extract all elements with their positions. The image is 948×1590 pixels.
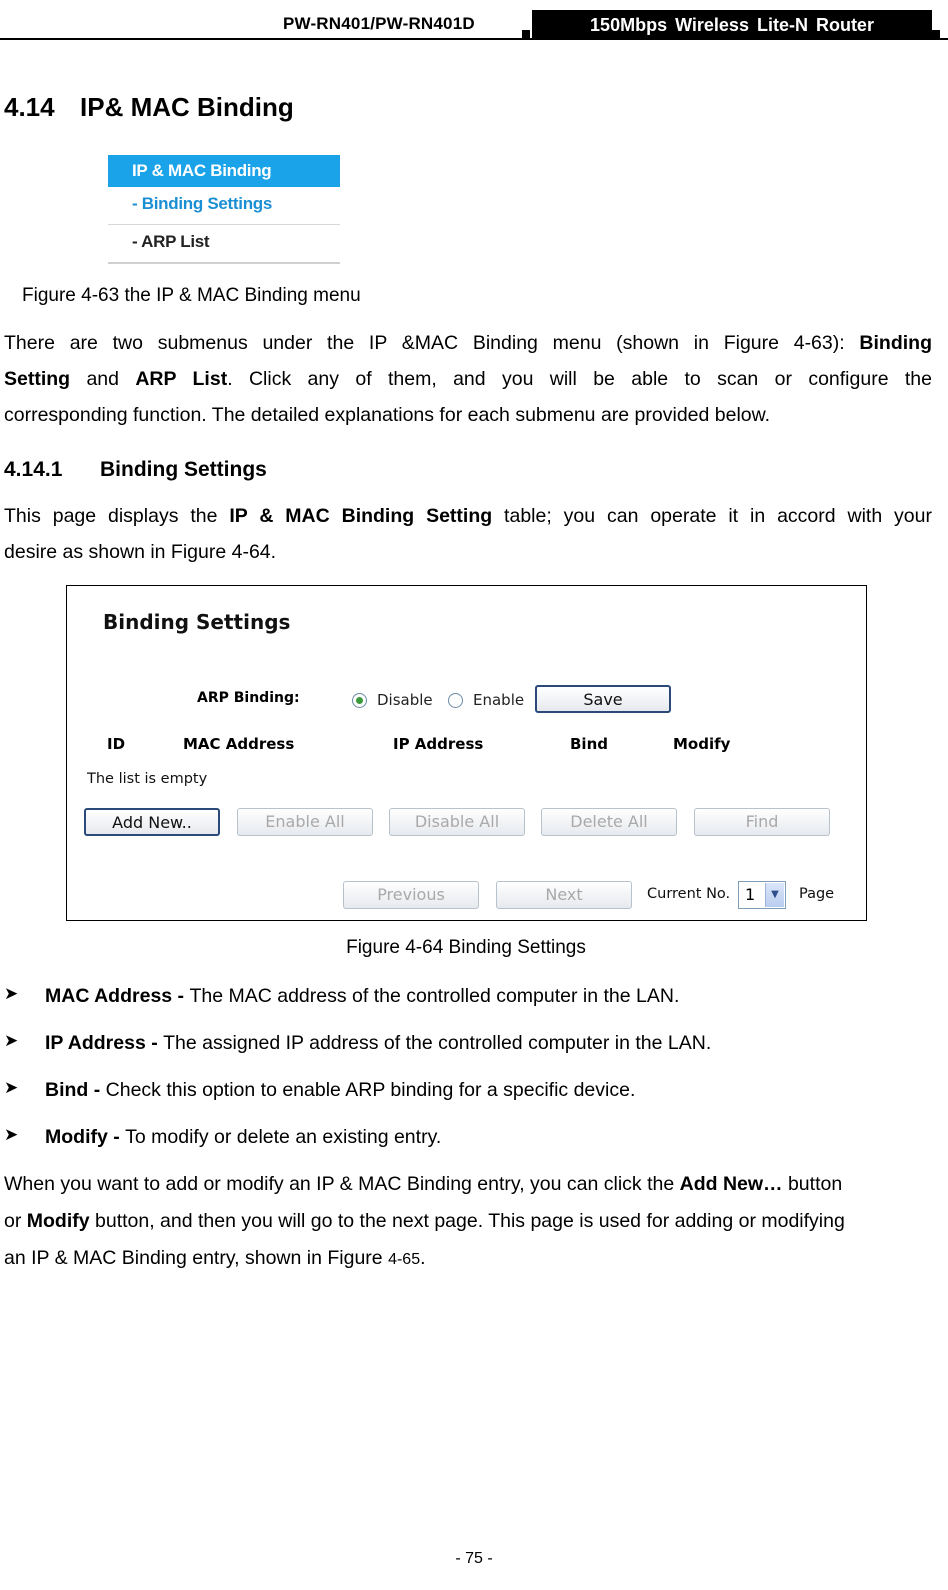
column-id: ID [107, 735, 126, 753]
closing-line-2 [4, 1203, 932, 1239]
current-page-select[interactable] [738, 881, 786, 909]
menu-head[interactable]: IP & MAC Binding [108, 155, 340, 187]
arrow-bullet-icon: ➤ [4, 984, 19, 1003]
intro-line-3: corresponding function. The detailed explanations for each submenu are provided below. [4, 404, 771, 426]
closing-bold-2: Modify [26, 1210, 90, 1232]
next-button[interactable]: Next [496, 881, 632, 909]
menu-item-binding-settings[interactable]: - Binding Settings [108, 187, 340, 225]
section-heading [4, 92, 294, 123]
header-rule-tick-left [522, 30, 530, 40]
disable-label: Disable [377, 691, 433, 709]
current-no-label: Current No. [647, 886, 731, 902]
closing-text-4: button, and then you will go to the next page. This page is used for adding or modifying [89, 1210, 845, 1232]
chevron-down-icon[interactable]: ▼ [765, 883, 784, 907]
column-bind: Bind [570, 735, 608, 753]
disable-all-button[interactable]: Disable All [389, 808, 525, 836]
intro-line-2 [4, 361, 932, 397]
ip-mac-binding-menu [108, 155, 340, 264]
desc-text-2: table; you can operate it in accord with your [492, 505, 932, 527]
bullet-term: Bind - [45, 1079, 106, 1101]
header-rule-tick-right [932, 30, 940, 40]
page-label: Page [799, 886, 835, 902]
figure-caption-64: Figure 4-64 Binding Settings [346, 937, 586, 958]
bullet-text: The assigned IP address of the controlled computer in the LAN. [163, 1032, 712, 1054]
intro-text-1: There are two submenus under the IP &MAC Binding menu (shown in Figure 4-63): [4, 332, 860, 354]
closing-text-3: or [4, 1210, 27, 1232]
arp-binding-label: ARP Binding: [197, 690, 300, 706]
column-modify: Modify [673, 735, 731, 753]
binding-settings-screenshot [66, 585, 867, 921]
desc-text-1: This page displays the [4, 505, 230, 527]
closing-text-1: When you want to add or modify an IP & MAC Binding entry, you can click the [4, 1173, 680, 1195]
arrow-bullet-icon: ➤ [4, 1078, 19, 1097]
arrow-bullet-icon: ➤ [4, 1125, 19, 1144]
section-title: IP& MAC Binding [80, 92, 294, 122]
arrow-bullet-icon: ➤ [4, 1031, 19, 1050]
subsection-number: 4.14.1 [4, 458, 63, 481]
closing-text-5: an IP & MAC Binding entry, shown in Figure [4, 1247, 389, 1269]
column-mac-address: MAC Address [183, 735, 295, 753]
current-page-value: 1 [745, 885, 756, 904]
screen-title: Binding Settings [103, 610, 291, 634]
figure-reference: 4-65 [388, 1251, 421, 1268]
closing-text-2: button [782, 1173, 843, 1195]
intro-bold-3: ARP List [135, 368, 228, 390]
bullet-text: The MAC address of the controlled computer in the LAN. [189, 985, 680, 1007]
page-number: - 75 - [455, 1550, 493, 1567]
empty-list-text: The list is empty [87, 771, 208, 787]
bullet-text: To modify or delete an existing entry. [125, 1126, 442, 1148]
closing-bold-1: Add New… [679, 1173, 783, 1195]
closing-line-1 [4, 1166, 932, 1202]
enable-all-button[interactable]: Enable All [237, 808, 373, 836]
desc-bold-1: IP & MAC Binding Setting [229, 505, 493, 527]
desc-line-2: desire as shown in Figure 4-64. [4, 541, 277, 563]
menu-item-arp-list[interactable]: - ARP List [108, 225, 340, 264]
delete-all-button[interactable]: Delete All [541, 808, 677, 836]
disable-radio[interactable] [352, 693, 367, 708]
intro-line-1 [4, 325, 932, 361]
subsection-title: Binding Settings [100, 458, 267, 481]
figure-caption-63: Figure 4-63 the IP & MAC Binding menu [22, 285, 361, 306]
intro-bold-2: Setting [4, 368, 71, 390]
column-ip-address: IP Address [393, 735, 484, 753]
intro-bold-1: Binding [859, 332, 932, 354]
section-number: 4.14 [4, 92, 55, 122]
add-new-button[interactable]: Add New.. [84, 808, 220, 836]
previous-button[interactable]: Previous [343, 881, 479, 909]
enable-label: Enable [473, 691, 525, 709]
find-button[interactable]: Find [694, 808, 830, 836]
page-header [0, 10, 948, 42]
header-model: PW-RN401/PW-RN401D [283, 14, 475, 33]
intro-text-2: and [70, 368, 136, 390]
header-rule [0, 38, 948, 40]
enable-radio[interactable] [448, 693, 463, 708]
bullet-term: MAC Address - [45, 985, 190, 1007]
intro-text-3: . Click any of them, and you will be able to scan or configure the [227, 368, 932, 390]
closing-line-3 [4, 1240, 932, 1278]
subsection-heading [4, 458, 267, 482]
bullet-term: Modify - [45, 1126, 126, 1148]
desc-line-1 [4, 498, 932, 534]
bullet-text: Check this option to enable ARP binding for a specific device. [105, 1079, 636, 1101]
header-product: 150Mbps Wireless Lite-N Router [532, 10, 932, 40]
save-button[interactable]: Save [535, 685, 671, 713]
closing-text-6: . [420, 1247, 426, 1269]
bullet-term: IP Address - [45, 1032, 164, 1054]
